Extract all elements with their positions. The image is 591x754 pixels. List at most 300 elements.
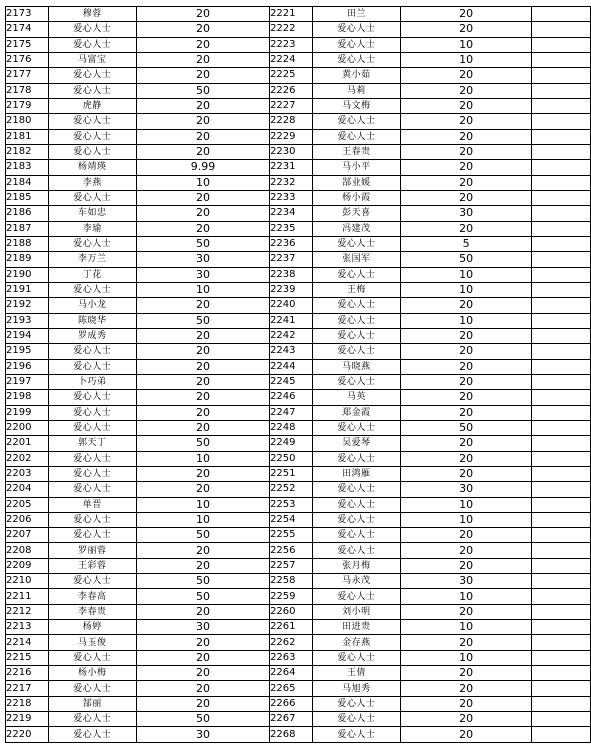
record-id-cell: 2202: [6, 451, 49, 466]
donor-name-cell: 爱心人士: [48, 236, 136, 251]
empty-cell: [532, 589, 591, 604]
donation-table: [5, 6, 591, 743]
record-id-cell: 2239: [270, 282, 313, 297]
record-id-cell: 2245: [270, 374, 313, 389]
donation-amount-cell: 20: [401, 436, 532, 451]
donor-name-cell: 爱心人士: [48, 68, 136, 83]
donor-name-cell: 刘小明: [312, 604, 400, 619]
donation-amount-cell: 20: [401, 696, 532, 711]
donation-amount-cell: 20: [137, 359, 270, 374]
empty-cell: [532, 114, 591, 129]
table-row: [6, 727, 591, 742]
donation-amount-cell: 50: [137, 83, 270, 98]
donor-name-cell: 金存燕: [312, 635, 400, 650]
donor-name-cell: 爱心人士: [48, 22, 136, 37]
table-row: [6, 420, 591, 435]
donor-name-cell: 爱心人士: [48, 405, 136, 420]
donor-name-cell: 马英: [312, 390, 400, 405]
record-id-cell: 2175: [6, 37, 49, 52]
empty-cell: [532, 7, 591, 22]
donation-amount-cell: 20: [137, 650, 270, 665]
donor-name-cell: 爱心人士: [312, 129, 400, 144]
donation-amount-cell: 10: [401, 620, 532, 635]
donor-name-cell: 爱心人士: [312, 512, 400, 527]
donation-amount-cell: 20: [137, 129, 270, 144]
empty-cell: [532, 160, 591, 175]
donor-name-cell: 李春高: [48, 589, 136, 604]
donor-name-cell: 冯建茂: [312, 221, 400, 236]
table-row: [6, 574, 591, 589]
donor-name-cell: 马小龙: [48, 298, 136, 313]
record-id-cell: 2188: [6, 236, 49, 251]
empty-cell: [532, 206, 591, 221]
record-id-cell: 2238: [270, 267, 313, 282]
empty-cell: [532, 574, 591, 589]
table-row: [6, 681, 591, 696]
donation-amount-cell: 20: [401, 298, 532, 313]
donation-amount-cell: 20: [401, 528, 532, 543]
donor-name-cell: 爱心人士: [312, 650, 400, 665]
donor-name-cell: 李燕: [48, 175, 136, 190]
donor-name-cell: 田兰: [312, 7, 400, 22]
empty-cell: [532, 52, 591, 67]
table-row: [6, 604, 591, 619]
donor-name-cell: 李万兰: [48, 252, 136, 267]
donor-name-cell: 爱心人士: [312, 52, 400, 67]
donation-amount-cell: 10: [401, 497, 532, 512]
donation-amount-cell: 20: [401, 681, 532, 696]
record-id-cell: 2200: [6, 420, 49, 435]
record-id-cell: 2262: [270, 635, 313, 650]
table-row: [6, 282, 591, 297]
donation-amount-cell: 20: [137, 221, 270, 236]
table-row: [6, 267, 591, 282]
record-id-cell: 2234: [270, 206, 313, 221]
donor-name-cell: 爱心人士: [48, 420, 136, 435]
table-row: [6, 650, 591, 665]
donation-amount-cell: 20: [137, 466, 270, 481]
record-id-cell: 2252: [270, 482, 313, 497]
record-id-cell: 2185: [6, 190, 49, 205]
record-id-cell: 2241: [270, 313, 313, 328]
empty-cell: [532, 190, 591, 205]
donation-amount-cell: 10: [401, 282, 532, 297]
donation-amount-cell: 10: [137, 497, 270, 512]
donor-name-cell: 车如忠: [48, 206, 136, 221]
record-id-cell: 2173: [6, 7, 49, 22]
record-id-cell: 2212: [6, 604, 49, 619]
table-row: [6, 52, 591, 67]
record-id-cell: 2243: [270, 344, 313, 359]
record-id-cell: 2189: [6, 252, 49, 267]
empty-cell: [532, 282, 591, 297]
record-id-cell: 2194: [6, 328, 49, 343]
donor-name-cell: 爱心人士: [312, 344, 400, 359]
donor-name-cell: 爱心人士: [48, 359, 136, 374]
record-id-cell: 2222: [270, 22, 313, 37]
donation-amount-cell: 20: [401, 374, 532, 389]
table-row: [6, 22, 591, 37]
donation-amount-cell: 20: [137, 190, 270, 205]
empty-cell: [532, 681, 591, 696]
record-id-cell: 2265: [270, 681, 313, 696]
table-row: [6, 666, 591, 681]
record-id-cell: 2174: [6, 22, 49, 37]
record-id-cell: 2210: [6, 574, 49, 589]
table-row: [6, 7, 591, 22]
record-id-cell: 2186: [6, 206, 49, 221]
table-row: [6, 405, 591, 420]
donation-amount-cell: 30: [401, 482, 532, 497]
donation-amount-cell: 20: [137, 344, 270, 359]
donor-name-cell: 杨小霞: [312, 190, 400, 205]
donor-name-cell: 杨婷: [48, 620, 136, 635]
donor-name-cell: 爱心人士: [312, 727, 400, 742]
empty-cell: [532, 482, 591, 497]
donation-amount-cell: 20: [137, 52, 270, 67]
record-id-cell: 2183: [6, 160, 49, 175]
record-id-cell: 2206: [6, 512, 49, 527]
record-id-cell: 2231: [270, 160, 313, 175]
record-id-cell: 2213: [6, 620, 49, 635]
donation-amount-cell: 10: [137, 282, 270, 297]
donation-amount-cell: 20: [401, 221, 532, 236]
table-row: [6, 83, 591, 98]
donor-name-cell: 李春贵: [48, 604, 136, 619]
record-id-cell: 2237: [270, 252, 313, 267]
donation-amount-cell: 20: [401, 83, 532, 98]
table-row: [6, 114, 591, 129]
donation-amount-cell: 20: [137, 543, 270, 558]
record-id-cell: 2259: [270, 589, 313, 604]
donor-name-cell: 罗丽蓉: [48, 543, 136, 558]
record-id-cell: 2190: [6, 267, 49, 282]
table-row: [6, 221, 591, 236]
donor-name-cell: 李瑜: [48, 221, 136, 236]
empty-cell: [532, 466, 591, 481]
empty-cell: [532, 696, 591, 711]
donation-amount-cell: 50: [137, 528, 270, 543]
donation-amount-cell: 20: [137, 37, 270, 52]
donation-amount-cell: 20: [137, 696, 270, 711]
record-id-cell: 2258: [270, 574, 313, 589]
empty-cell: [532, 175, 591, 190]
empty-cell: [532, 712, 591, 727]
donation-amount-cell: 20: [401, 727, 532, 742]
table-row: [6, 374, 591, 389]
record-id-cell: 2214: [6, 635, 49, 650]
empty-cell: [532, 635, 591, 650]
table-row: [6, 482, 591, 497]
donor-name-cell: 爱心人士: [48, 512, 136, 527]
donor-name-cell: 爱心人士: [312, 313, 400, 328]
record-id-cell: 2207: [6, 528, 49, 543]
donation-amount-cell: 20: [137, 635, 270, 650]
record-id-cell: 2204: [6, 482, 49, 497]
donation-amount-cell: 30: [401, 574, 532, 589]
empty-cell: [532, 236, 591, 251]
record-id-cell: 2261: [270, 620, 313, 635]
donor-name-cell: 马晓燕: [312, 359, 400, 374]
donor-name-cell: 爱心人士: [48, 114, 136, 129]
donor-name-cell: 王彩蓉: [48, 558, 136, 573]
donation-amount-cell: 20: [137, 206, 270, 221]
donation-sheet: [5, 6, 591, 743]
record-id-cell: 2230: [270, 144, 313, 159]
table-row: [6, 252, 591, 267]
donation-amount-cell: 5: [401, 236, 532, 251]
donor-name-cell: 张国军: [312, 252, 400, 267]
donor-name-cell: 王梅: [312, 282, 400, 297]
donor-name-cell: 王春贵: [312, 144, 400, 159]
empty-cell: [532, 543, 591, 558]
record-id-cell: 2205: [6, 497, 49, 512]
table-row: [6, 298, 591, 313]
donor-name-cell: 爱心人士: [312, 482, 400, 497]
empty-cell: [532, 512, 591, 527]
table-row: [6, 558, 591, 573]
empty-cell: [532, 666, 591, 681]
donor-name-cell: 爱心人士: [312, 696, 400, 711]
donor-name-cell: 爱心人士: [48, 528, 136, 543]
record-id-cell: 2229: [270, 129, 313, 144]
empty-cell: [532, 298, 591, 313]
record-id-cell: 2179: [6, 98, 49, 113]
donation-amount-cell: 20: [137, 666, 270, 681]
empty-cell: [532, 267, 591, 282]
record-id-cell: 2257: [270, 558, 313, 573]
record-id-cell: 2176: [6, 52, 49, 67]
empty-cell: [532, 37, 591, 52]
empty-cell: [532, 359, 591, 374]
donor-name-cell: 爱心人士: [48, 650, 136, 665]
table-row: [6, 190, 591, 205]
donation-amount-cell: 20: [401, 451, 532, 466]
donation-amount-cell: 30: [137, 252, 270, 267]
donor-name-cell: 杨小梅: [48, 666, 136, 681]
empty-cell: [532, 390, 591, 405]
donor-name-cell: 爱心人士: [312, 528, 400, 543]
donation-amount-cell: 9.99: [137, 160, 270, 175]
donation-amount-cell: 10: [401, 313, 532, 328]
donation-amount-cell: 20: [401, 390, 532, 405]
donor-name-cell: 田鸿雁: [312, 466, 400, 481]
donation-amount-cell: 20: [401, 68, 532, 83]
donor-name-cell: 黄小茹: [312, 68, 400, 83]
donation-amount-cell: 20: [137, 604, 270, 619]
donation-amount-cell: 20: [401, 129, 532, 144]
donor-name-cell: 马永茂: [312, 574, 400, 589]
donation-amount-cell: 20: [137, 374, 270, 389]
donor-name-cell: 爱心人士: [48, 451, 136, 466]
donation-amount-cell: 10: [401, 37, 532, 52]
table-row: [6, 528, 591, 543]
table-body: [6, 7, 591, 743]
table-row: [6, 589, 591, 604]
donation-amount-cell: 20: [137, 482, 270, 497]
record-id-cell: 2203: [6, 466, 49, 481]
donation-amount-cell: 20: [401, 7, 532, 22]
donor-name-cell: 张月梅: [312, 558, 400, 573]
donor-name-cell: 单晋: [48, 497, 136, 512]
donor-name-cell: 马小平: [312, 160, 400, 175]
donation-amount-cell: 20: [401, 144, 532, 159]
table-row: [6, 466, 591, 481]
donation-amount-cell: 50: [137, 436, 270, 451]
donor-name-cell: 爱心人士: [312, 374, 400, 389]
record-id-cell: 2264: [270, 666, 313, 681]
donor-name-cell: 爱心人士: [312, 236, 400, 251]
donor-name-cell: 爱心人士: [48, 727, 136, 742]
record-id-cell: 2254: [270, 512, 313, 527]
empty-cell: [532, 129, 591, 144]
record-id-cell: 2217: [6, 681, 49, 696]
table-row: [6, 144, 591, 159]
donation-amount-cell: 20: [401, 22, 532, 37]
donor-name-cell: 爱心人士: [48, 83, 136, 98]
donation-amount-cell: 20: [137, 22, 270, 37]
record-id-cell: 2240: [270, 298, 313, 313]
donation-amount-cell: 20: [137, 420, 270, 435]
record-id-cell: 2182: [6, 144, 49, 159]
table-row: [6, 635, 591, 650]
donation-amount-cell: 10: [401, 512, 532, 527]
donor-name-cell: 爱心人士: [312, 328, 400, 343]
donor-name-cell: 爱心人士: [48, 190, 136, 205]
table-row: [6, 451, 591, 466]
table-row: [6, 512, 591, 527]
record-id-cell: 2266: [270, 696, 313, 711]
table-row: [6, 68, 591, 83]
donation-amount-cell: 20: [401, 666, 532, 681]
record-id-cell: 2268: [270, 727, 313, 742]
donation-amount-cell: 20: [401, 712, 532, 727]
record-id-cell: 2246: [270, 390, 313, 405]
record-id-cell: 2256: [270, 543, 313, 558]
record-id-cell: 2267: [270, 712, 313, 727]
record-id-cell: 2181: [6, 129, 49, 144]
donor-name-cell: 马文梅: [312, 98, 400, 113]
donor-name-cell: 陈晓华: [48, 313, 136, 328]
donor-name-cell: 郜业媛: [312, 175, 400, 190]
donation-amount-cell: 10: [401, 589, 532, 604]
donor-name-cell: 爱心人士: [312, 298, 400, 313]
record-id-cell: 2242: [270, 328, 313, 343]
table-row: [6, 313, 591, 328]
record-id-cell: 2180: [6, 114, 49, 129]
donor-name-cell: 彭天喜: [312, 206, 400, 221]
record-id-cell: 2221: [270, 7, 313, 22]
record-id-cell: 2228: [270, 114, 313, 129]
empty-cell: [532, 528, 591, 543]
donation-amount-cell: 20: [137, 68, 270, 83]
empty-cell: [532, 650, 591, 665]
record-id-cell: 2178: [6, 83, 49, 98]
donation-amount-cell: 20: [401, 604, 532, 619]
table-row: [6, 436, 591, 451]
donation-amount-cell: 20: [401, 160, 532, 175]
table-row: [6, 98, 591, 113]
record-id-cell: 2218: [6, 696, 49, 711]
donor-name-cell: 丁花: [48, 267, 136, 282]
record-id-cell: 2247: [270, 405, 313, 420]
donor-name-cell: 王倩: [312, 666, 400, 681]
donor-name-cell: 爱心人士: [48, 282, 136, 297]
donor-name-cell: 爱心人士: [48, 37, 136, 52]
record-id-cell: 2250: [270, 451, 313, 466]
empty-cell: [532, 144, 591, 159]
record-id-cell: 2253: [270, 497, 313, 512]
record-id-cell: 2219: [6, 712, 49, 727]
donor-name-cell: 马旭秀: [312, 681, 400, 696]
donation-amount-cell: 30: [137, 620, 270, 635]
empty-cell: [532, 83, 591, 98]
donor-name-cell: 田进贵: [312, 620, 400, 635]
table-row: [6, 620, 591, 635]
donation-amount-cell: 20: [137, 98, 270, 113]
record-id-cell: 2263: [270, 650, 313, 665]
record-id-cell: 2233: [270, 190, 313, 205]
donation-amount-cell: 50: [137, 574, 270, 589]
record-id-cell: 2260: [270, 604, 313, 619]
donor-name-cell: 罗成秀: [48, 328, 136, 343]
donation-amount-cell: 20: [401, 190, 532, 205]
empty-cell: [532, 497, 591, 512]
empty-cell: [532, 620, 591, 635]
donor-name-cell: 爱心人士: [48, 344, 136, 359]
donation-amount-cell: 50: [137, 712, 270, 727]
donor-name-cell: 爱心人士: [48, 129, 136, 144]
donor-name-cell: 爱心人士: [48, 681, 136, 696]
record-id-cell: 2195: [6, 344, 49, 359]
record-id-cell: 2226: [270, 83, 313, 98]
empty-cell: [532, 98, 591, 113]
record-id-cell: 2211: [6, 589, 49, 604]
donor-name-cell: 爱心人士: [312, 37, 400, 52]
donor-name-cell: 爱心人士: [48, 144, 136, 159]
record-id-cell: 2184: [6, 175, 49, 190]
record-id-cell: 2227: [270, 98, 313, 113]
donor-name-cell: 马富宝: [48, 52, 136, 67]
donation-amount-cell: 30: [137, 727, 270, 742]
record-id-cell: 2249: [270, 436, 313, 451]
donation-amount-cell: 20: [137, 390, 270, 405]
donation-amount-cell: 50: [137, 236, 270, 251]
empty-cell: [532, 328, 591, 343]
donor-name-cell: 穆蓉: [48, 7, 136, 22]
record-id-cell: 2224: [270, 52, 313, 67]
donation-amount-cell: 10: [401, 52, 532, 67]
empty-cell: [532, 405, 591, 420]
donation-amount-cell: 20: [401, 359, 532, 374]
donation-amount-cell: 10: [137, 175, 270, 190]
empty-cell: [532, 420, 591, 435]
empty-cell: [532, 22, 591, 37]
donation-amount-cell: 30: [401, 206, 532, 221]
donation-amount-cell: 10: [401, 267, 532, 282]
record-id-cell: 2236: [270, 236, 313, 251]
donor-name-cell: 爱心人士: [48, 390, 136, 405]
donor-name-cell: 爱心人士: [312, 712, 400, 727]
donor-name-cell: 马莉: [312, 83, 400, 98]
donation-amount-cell: 20: [401, 175, 532, 190]
donor-name-cell: 杨靖瑛: [48, 160, 136, 175]
record-id-cell: 2225: [270, 68, 313, 83]
table-row: [6, 175, 591, 190]
donor-name-cell: 爱心人士: [312, 451, 400, 466]
donation-amount-cell: 20: [137, 558, 270, 573]
empty-cell: [532, 344, 591, 359]
